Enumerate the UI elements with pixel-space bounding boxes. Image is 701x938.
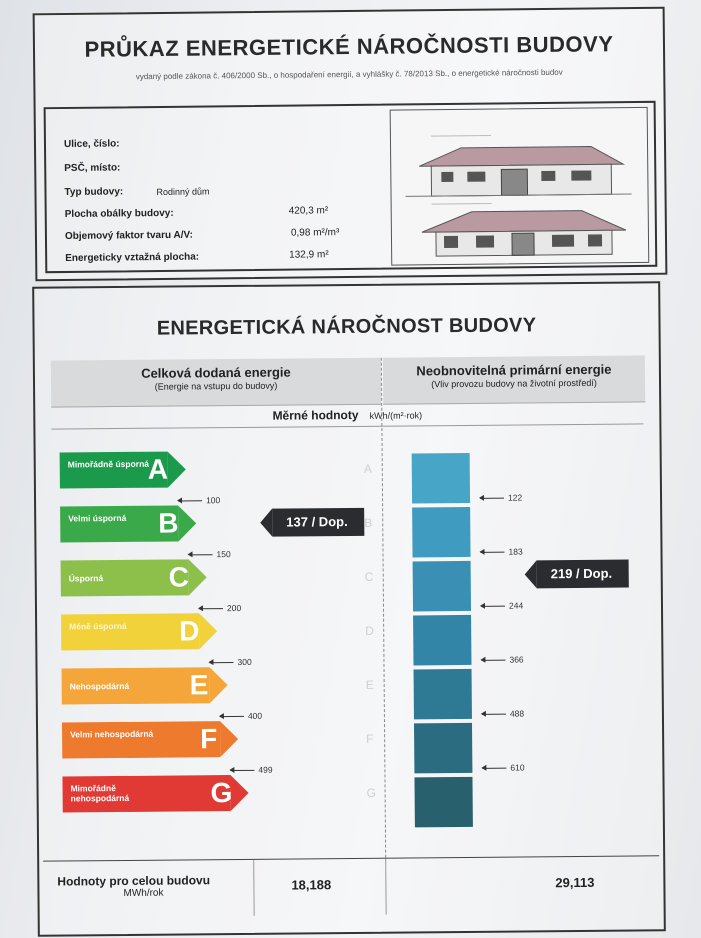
specific-values-label: Měrné hodnoty: [272, 407, 359, 423]
primary-threshold-marker: [480, 546, 522, 556]
totals-label-cell: [43, 860, 254, 918]
primary-energy-bar-f: [414, 723, 472, 774]
energy-class-letter: D: [179, 615, 200, 647]
threshold-arrow-icon: [178, 501, 202, 502]
primary-energy-bar-g: [414, 777, 472, 828]
delivered-threshold-marker: [209, 657, 251, 667]
primary-energy-subtitle: (Vliv provozu budovy na životní prostředí): [431, 377, 597, 390]
ghost-class-letter: B: [364, 515, 373, 530]
energy-class-letter: F: [199, 723, 218, 755]
column-divider: [381, 358, 386, 858]
result-arrow-tip: [525, 560, 537, 588]
energy-class-label: Mimořádně úsporná: [67, 458, 150, 470]
building-info-box: [44, 101, 658, 273]
threshold-arrow-icon: [199, 608, 223, 609]
energy-class-arrow-tip: [230, 775, 248, 811]
delivered-threshold-marker: [230, 765, 272, 775]
delivered-energy-header: [51, 358, 381, 408]
threshold-arrow-icon: [482, 768, 506, 769]
energy-class-arrow-tip: [189, 559, 207, 595]
factor-label: Objemový faktor tvaru A/V:: [64, 229, 194, 242]
threshold-arrow-icon: [230, 770, 254, 771]
delivered-threshold-marker: [188, 549, 230, 559]
energy-class-letter: A: [147, 453, 169, 485]
ghost-class-letter: E: [365, 677, 374, 692]
totals-unit: MWh/rok: [123, 887, 164, 899]
energy-class-arrow-tip: [178, 505, 196, 541]
energy-class-label: Nehospodárná: [69, 680, 130, 692]
specific-values-row: [35, 405, 659, 424]
primary-threshold-marker: [481, 654, 523, 664]
totals-primary-value: 29,113: [555, 874, 595, 891]
delivered-threshold-marker: [220, 711, 262, 721]
delivered-threshold-marker: [178, 495, 220, 505]
primary-energy-result-value: 219 / Dop.: [550, 565, 613, 582]
result-arrow-tip: [260, 509, 272, 537]
primary-energy-bar-a: [412, 453, 470, 504]
ghost-class-letter: D: [365, 623, 374, 638]
energy-class-arrow-tip: [199, 613, 217, 649]
type-value: Rodinný dům: [156, 186, 210, 198]
totals-delivered-cell: [253, 859, 386, 916]
energy-performance-box: [32, 281, 666, 936]
whole-building-totals: [43, 855, 659, 917]
threshold-value: 366: [509, 654, 524, 665]
energy-class-label: Velmi úsporná: [68, 512, 127, 524]
ghost-class-letter: A: [363, 461, 372, 476]
energy-class-label: Méně úsporná: [69, 620, 127, 632]
delivered-threshold-marker: [199, 603, 241, 613]
threshold-arrow-icon: [482, 714, 506, 715]
page-title: PRŮKAZ ENERGETICKÉ NÁROČNOSTI BUDOVY: [84, 31, 614, 62]
threshold-value: 244: [508, 600, 524, 611]
energy-class-letter: B: [158, 507, 179, 539]
primary-threshold-marker: [482, 708, 524, 718]
type-label: Typ budovy:: [64, 186, 124, 198]
delivered-energy-subtitle: (Energie na vstupu do budovy): [154, 380, 278, 392]
factor-value: 0,98 m²/m³: [290, 227, 340, 239]
energy-class-label: Úsporná: [68, 573, 104, 584]
specific-divider: [51, 423, 643, 429]
specific-values-unit: kWh/(m²·rok): [369, 410, 423, 421]
threshold-value: 499: [258, 764, 273, 775]
delivered-energy-result-value: 137 / Dop.: [286, 514, 348, 530]
threshold-value: 122: [507, 492, 523, 503]
page-subtitle: vydaný podle zákona č. 406/2000 Sb., o hospodaření energií, a vyhlášky č. 78/2013 Sb., o energetické náročnosti budov: [135, 67, 563, 82]
energy-class-letter: C: [168, 561, 190, 593]
threshold-arrow-icon: [480, 498, 504, 499]
primary-energy-bar-b: [412, 507, 470, 558]
totals-delivered-value: 18,188: [291, 877, 332, 893]
energy-class-letter: G: [210, 777, 233, 809]
floor-area-label: Energeticky vztažná plocha:: [65, 251, 200, 264]
energy-class-letter: E: [189, 669, 209, 701]
header-box: [33, 7, 668, 282]
delivered-energy-result: [272, 508, 364, 537]
primary-energy-title: Neobnovitelná primární energie: [416, 361, 612, 379]
threshold-value: 488: [509, 708, 525, 719]
primary-threshold-marker: [481, 600, 523, 610]
energy-class-label: Mimořádně nehospodárná: [70, 783, 130, 804]
threshold-arrow-icon: [209, 662, 233, 663]
primary-threshold-marker: [482, 762, 524, 772]
primary-energy-header: [383, 355, 645, 404]
threshold-value: 150: [216, 549, 231, 560]
primary-energy-bar-d: [413, 615, 471, 666]
threshold-arrow-icon: [481, 606, 505, 607]
house-elevations-image: [391, 108, 646, 261]
threshold-value: 183: [508, 546, 523, 557]
threshold-arrow-icon: [189, 554, 213, 555]
energy-class-arrow-tip: [220, 721, 238, 757]
energy-class-arrow-tip: [168, 451, 186, 487]
primary-energy-result: [537, 560, 629, 589]
floor-area-value: 132,9 m²: [289, 249, 329, 261]
ghost-class-letter: F: [366, 731, 374, 746]
threshold-value: 100: [206, 495, 221, 506]
area-label: Plocha obálky budovy:: [64, 207, 174, 220]
energy-class-bar: [62, 721, 220, 758]
primary-energy-bar-c: [413, 561, 471, 612]
totals-primary-cell: [385, 856, 661, 914]
energy-section-title: ENERGETICKÁ NÁROČNOST BUDOVY: [156, 314, 537, 340]
energy-class-label: Velmi nehospodárná: [70, 728, 154, 740]
house-drawing: [390, 107, 650, 266]
threshold-value: 610: [510, 762, 525, 773]
ghost-class-letter: G: [366, 785, 377, 800]
primary-threshold-marker: [480, 492, 522, 502]
energy-class-arrow-tip: [210, 667, 228, 703]
street-label: Ulice, číslo:: [63, 138, 120, 150]
primary-energy-bar-e: [414, 669, 472, 720]
totals-label: Hodnoty pro celou budovu: [57, 873, 211, 889]
ghost-class-letter: C: [364, 569, 374, 584]
threshold-value: 200: [226, 602, 242, 614]
threshold-arrow-icon: [220, 716, 244, 717]
threshold-arrow-icon: [481, 552, 505, 553]
threshold-value: 400: [247, 710, 263, 721]
threshold-arrow-icon: [481, 660, 505, 661]
area-value: 420,3 m²: [288, 205, 329, 217]
psc-label: PSČ, místo:: [64, 162, 121, 174]
threshold-value: 300: [237, 656, 252, 667]
delivered-energy-title: Celková dodaná energie: [141, 364, 291, 381]
